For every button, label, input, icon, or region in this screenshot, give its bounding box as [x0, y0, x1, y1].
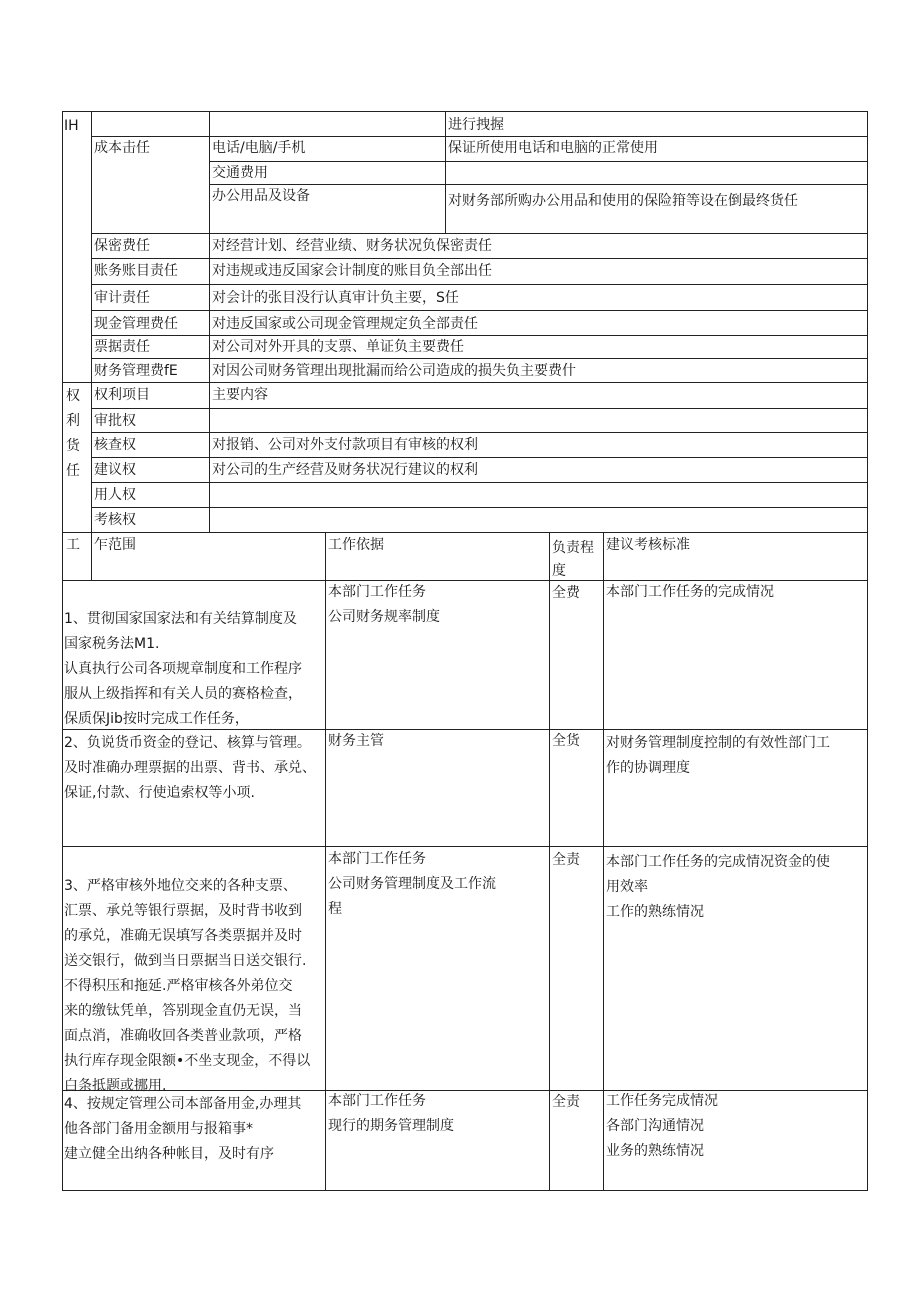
work-row-scope: 4、按规定管理公司本部备用金,办理其 他各部门备用金额用与报箱事* 建立健全出纳各种帐目，及时有序 [64, 1096, 302, 1162]
rights-row-name: 考核权 [94, 512, 136, 528]
work-row-degree: 全责 [552, 1094, 580, 1110]
rights-row-desc: 对公司的生产经营及财务状况行建议的权利 [212, 462, 478, 478]
work-row-basis: 本部门工作任务 公司财务管理制度及工作流 程 [328, 851, 496, 917]
work-row-basis: 财务主管 [328, 733, 384, 749]
duty-row-name: 账务账目责任 [94, 263, 178, 279]
duty-row-desc: 对经营计划、经营业绩、财务状况负保密责任 [212, 238, 492, 254]
work-header-degree: 度 [552, 563, 566, 579]
rights-header-item: 权利项目 [94, 387, 150, 403]
duty-row-name: 财务管理费fE [94, 363, 178, 379]
duty-row-desc: 对违反国家或公司现金管理规定负全部责任 [212, 316, 478, 332]
cost-item-desc: 对财务部所购办公用品和使用的保险箝等设在倒最终货任 [448, 193, 798, 209]
work-header-col0: 工 [66, 537, 80, 553]
work-row-standard: 本部门工作任务的完成情况资金的使 用效率 工作的熟练情况 [606, 854, 830, 920]
duty-section-label: IH [64, 118, 79, 134]
work-header-scope: 乍范围 [94, 537, 136, 553]
rights-label-char: 权 [66, 388, 80, 404]
cost-item: 办公用品及设备 [212, 188, 310, 204]
cost-item: 电话/电脑/手机 [212, 140, 306, 156]
rights-row-desc: 对报销、公司对外支付款项目有审核的权利 [212, 437, 478, 453]
duty-row-desc: 对会计的张目没行认真审计负主要，S任 [212, 290, 459, 306]
duty-row-desc: 对公司对外开具的支票、单证负主要费任 [212, 339, 464, 355]
work-row-standard: 工作任务完成情况 各部门沟通情况 业务的熟练情况 [606, 1093, 718, 1159]
rights-row-name: 核查权 [94, 437, 136, 453]
work-row-basis: 本部门工作任务 公司财务规率制度 [328, 584, 440, 625]
work-row-degree: 全费 [552, 585, 580, 601]
rights-header-content: 主要内容 [212, 387, 268, 403]
work-row-degree: 全货 [552, 733, 580, 749]
duty-row-name: 现金管理费任 [94, 316, 178, 332]
work-header-standard: 建议考核标准 [606, 537, 690, 553]
cost-item-desc: 保证所使用电话和电脑的正常使用 [448, 140, 658, 156]
rights-label-char: 利 [66, 413, 80, 429]
work-row-degree: 全责 [552, 852, 580, 868]
cost-item: 交通费用 [212, 165, 268, 181]
work-row-standard: 本部门工作任务的完成情况 [606, 584, 774, 600]
rights-row-name: 审批权 [94, 413, 136, 429]
rights-label-char: 任 [66, 463, 80, 479]
work-header-basis: 工作依据 [328, 537, 384, 553]
work-row-basis: 本部门工作任务 现行的期务管理制度 [328, 1093, 454, 1134]
rights-row-name: 用人权 [94, 487, 136, 503]
duty-top-text: 进行拽握 [448, 117, 504, 133]
duty-row-desc: 对因公司财务管理出现批漏而给公司造成的损失负主要费什 [212, 363, 576, 379]
duty-row-name: 审计责任 [94, 290, 150, 306]
work-row-scope: 2、负说货币资金的登记、核算与管理。 及时准确办理票据的出票、背书、承兑、 保证,付款、行使追索权等小项. [64, 735, 316, 801]
rights-row-name: 建议权 [94, 462, 136, 478]
duty-row-name: 保密费任 [94, 238, 150, 254]
work-row-scope: 3、严格审核外地位交来的各种支票、 汇票、承兑等银行票据，及时背书收到 的承兑，准确无误填写各类票据并及时 送交银行，做到当日票据当日送交银行. 不得积压和拖延.严格审核各外弟位交 来的缴钛凭单，答别现金直仍无误，当 面点消，准确收回各类普业款项，严格 执行库存现金限额•不坐支现金，不得以 白条抵题或挪用. [64, 878, 311, 1094]
cost-duty-name: 成本击任 [94, 140, 150, 156]
work-header-degree: 负责程 [552, 540, 594, 556]
work-row-scope: 1、贯彻国家国家法和有关结算制度及 国家税务法M1. 认真执行公司各项规章制度和工作程序 服从上级指挥和有关人员的赛格检查， 保质保Jib按时完成工作任务， [64, 611, 302, 727]
duty-row-desc: 对违规或违反国家会计制度的账目负全部出任 [212, 263, 492, 279]
duty-row-name: 票据责任 [94, 339, 150, 355]
rights-label-char: 货 [66, 438, 80, 454]
work-row-standard: 对财务管理制度控制的有效性部门工 作的协调理度 [606, 735, 830, 776]
